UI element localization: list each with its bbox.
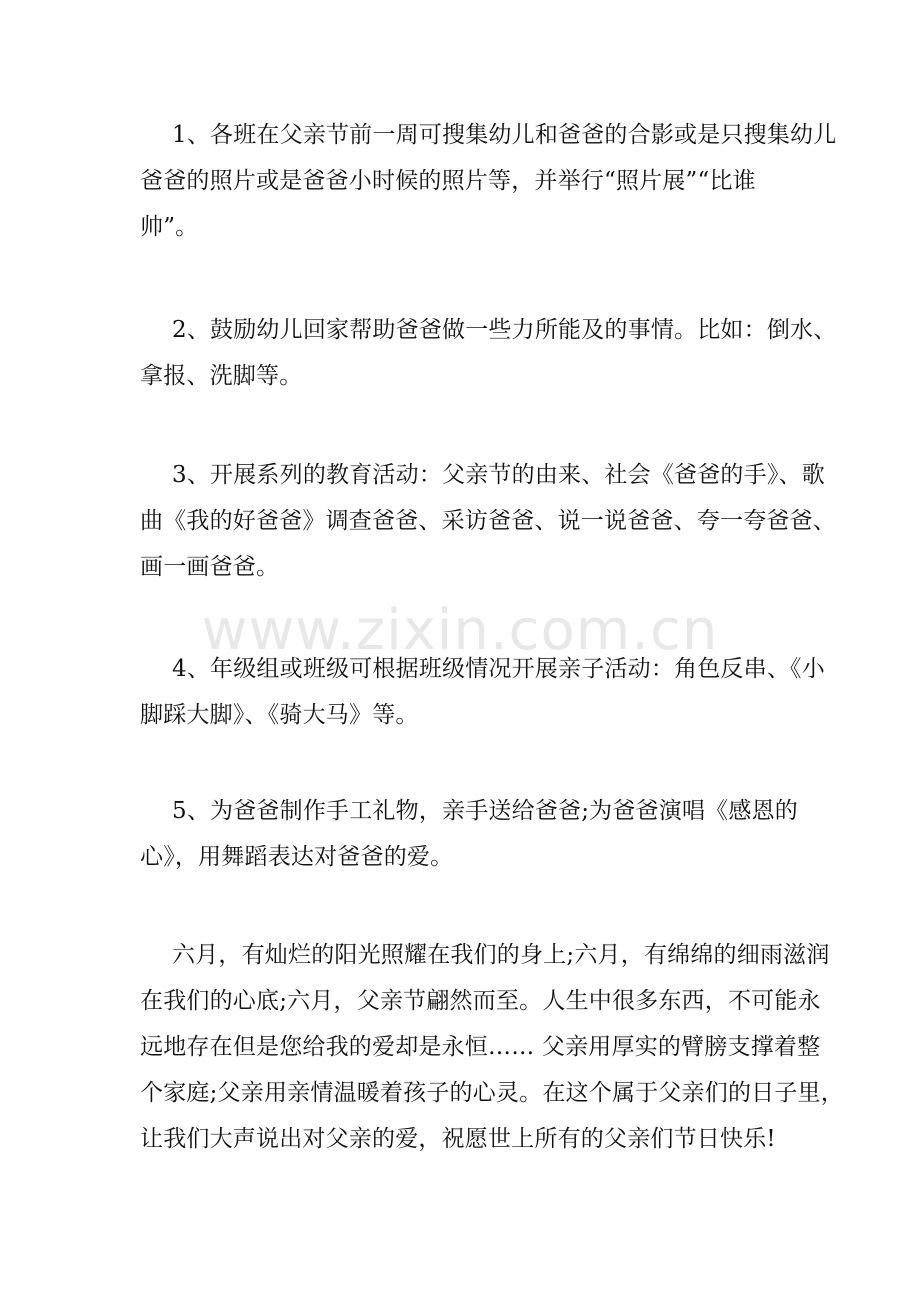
paragraph-line: 远地存在但是您给我的爱却是永恒…… 父亲用厚实的臂膀支撑着整 xyxy=(140,1034,821,1060)
watermark: www.zixin.com.cn xyxy=(201,598,719,663)
paragraph-line: 4、年级组或班级可根据班级情况开展亲子活动：角色反串、《小 xyxy=(172,656,825,682)
paragraph-line: 画一画爸爸。 xyxy=(140,554,280,580)
paragraph-line: 1、各班在父亲节前一周可搜集幼儿和爸爸的合影或是只搜集幼儿 xyxy=(172,122,837,148)
paragraph-line: 在我们的心底;六月，父亲节翩然而至。人生中很多东西，不可能永 xyxy=(140,988,821,1014)
paragraph-line: 曲《我的好爸爸》调查爸爸、采访爸爸、说一说爸爸、夸一夸爸爸、 xyxy=(140,508,836,534)
paragraph-line: 让我们大声说出对父亲的爱，祝愿世上所有的父亲们节日快乐! xyxy=(140,1126,776,1152)
paragraph-item-4 xyxy=(140,646,825,738)
paragraph-item-3 xyxy=(140,452,836,590)
paragraph-line: 5、为爸爸制作手工礼物，亲手送给爸爸;为爸爸演唱《感恩的 xyxy=(172,798,798,824)
paragraph-item-2 xyxy=(140,307,837,399)
paragraph-line: 个家庭;父亲用亲情温暖着孩子的心灵。在这个属于父亲们的日子里， xyxy=(140,1080,844,1106)
paragraph-line: 六月，有灿烂的阳光照耀在我们的身上;六月，有绵绵的细雨滋润 xyxy=(172,942,830,968)
paragraph-closing xyxy=(140,932,844,1162)
paragraph-line: 心》，用舞蹈表达对爸爸的爱。 xyxy=(140,844,454,870)
paragraph-line: 2、鼓励幼儿回家帮助爸爸做一些力所能及的事情。比如：倒水、 xyxy=(172,317,837,343)
paragraph-line: 爸爸的照片或是爸爸小时候的照片等，并举行“照片展”“比谁 xyxy=(140,168,756,194)
paragraph-line: 3、开展系列的教育活动：父亲节的由来、社会《爸爸的手》、歌 xyxy=(172,462,825,488)
paragraph-line: 脚踩大脚》、《骑大马》等。 xyxy=(140,702,419,728)
paragraph-line: 拿报、洗脚等。 xyxy=(140,363,303,389)
paragraph-item-1 xyxy=(140,112,837,250)
paragraph-item-5 xyxy=(140,788,800,880)
paragraph-line: 帅”。 xyxy=(140,214,199,240)
